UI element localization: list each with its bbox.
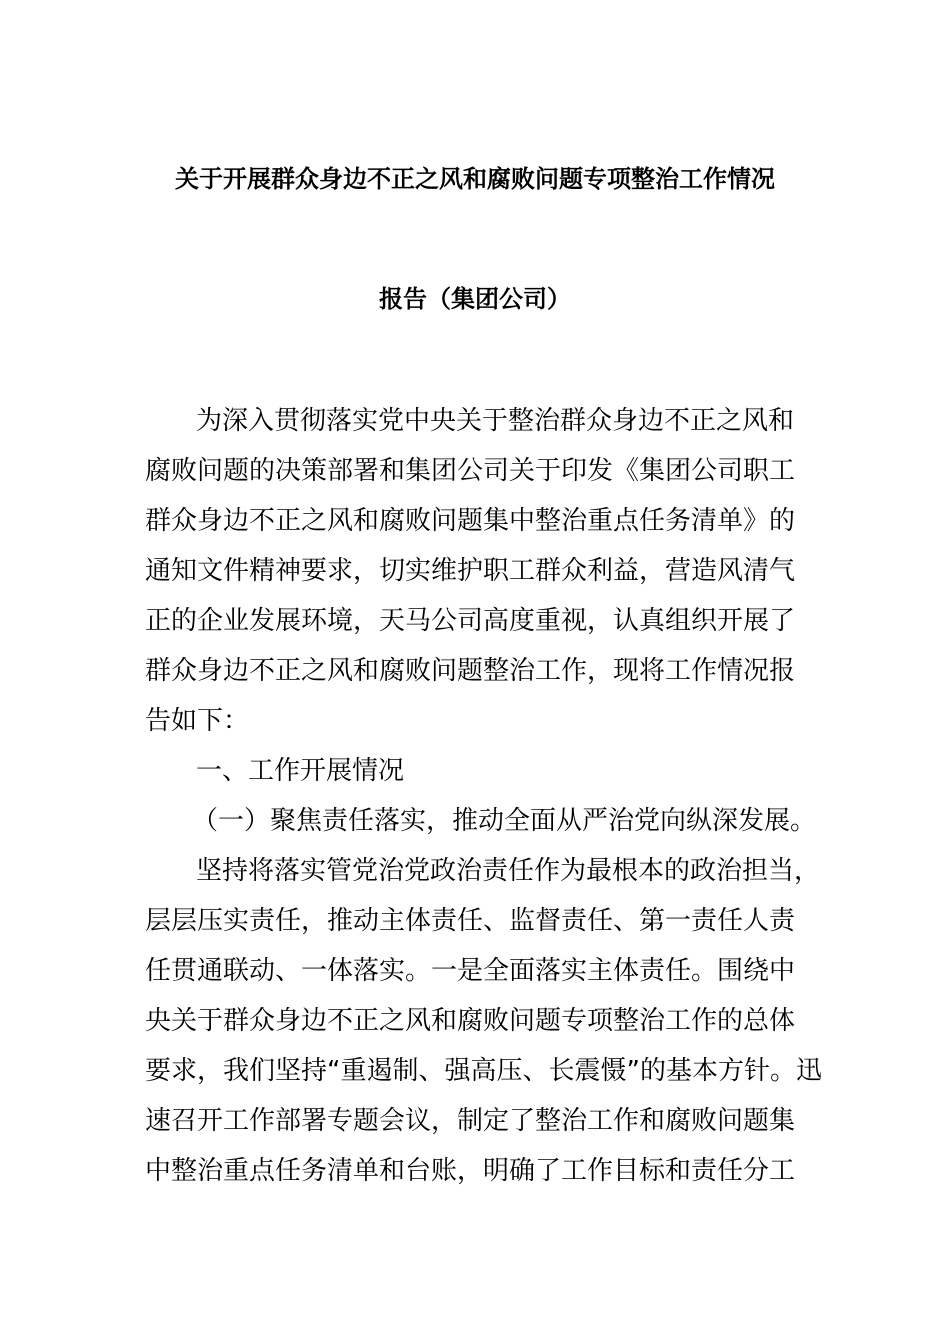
document-title-line-2: 报告（集团公司）: [379, 285, 571, 313]
body-line-5: 正的企业发展环境，天马公司高度重视，认真组织开展了: [145, 606, 796, 636]
section-heading-1: 一、工作开展情况: [196, 756, 405, 786]
body-line-14: 中整治重点任务清单和台账，明确了工作目标和责任分工: [145, 1156, 796, 1186]
document-title-line-1: 关于开展群众身边不正之风和腐败问题专项整治工作情况: [175, 165, 775, 193]
body-line-8: 坚持将落实管党治党政治责任作为最根本的政治担当，: [196, 856, 821, 886]
subsection-heading-1: （一）聚焦责任落实，推动全面从严治党向纵深发展。: [192, 806, 817, 836]
body-line-12: 要求，我们坚持“重遏制、强高压、长震慑”的基本方针。迅: [145, 1056, 822, 1086]
body-line-6: 群众身边不正之风和腐败问题整治工作，现将工作情况报: [145, 656, 796, 686]
body-line-2: 腐败问题的决策部署和集团公司关于印发《集团公司职工: [145, 456, 796, 486]
body-line-1: 为深入贯彻落实党中央关于整治群众身边不正之风和: [196, 406, 795, 436]
body-line-3: 群众身边不正之风和腐败问题集中整治重点任务清单》的: [145, 506, 796, 536]
body-line-13: 速召开工作部署专题会议，制定了整治工作和腐败问题集: [145, 1106, 796, 1136]
body-line-4: 通知文件精神要求，切实维护职工群众利益，营造风清气: [145, 556, 796, 586]
body-line-11: 央关于群众身边不正之风和腐败问题专项整治工作的总体: [145, 1006, 796, 1036]
body-line-7: 告如下：: [145, 706, 250, 736]
body-line-10: 任贯通联动、一体落实。一是全面落实主体责任。围绕中: [145, 956, 796, 986]
body-line-9: 层层压实责任，推动主体责任、监督责任、第一责任人责: [145, 906, 796, 936]
